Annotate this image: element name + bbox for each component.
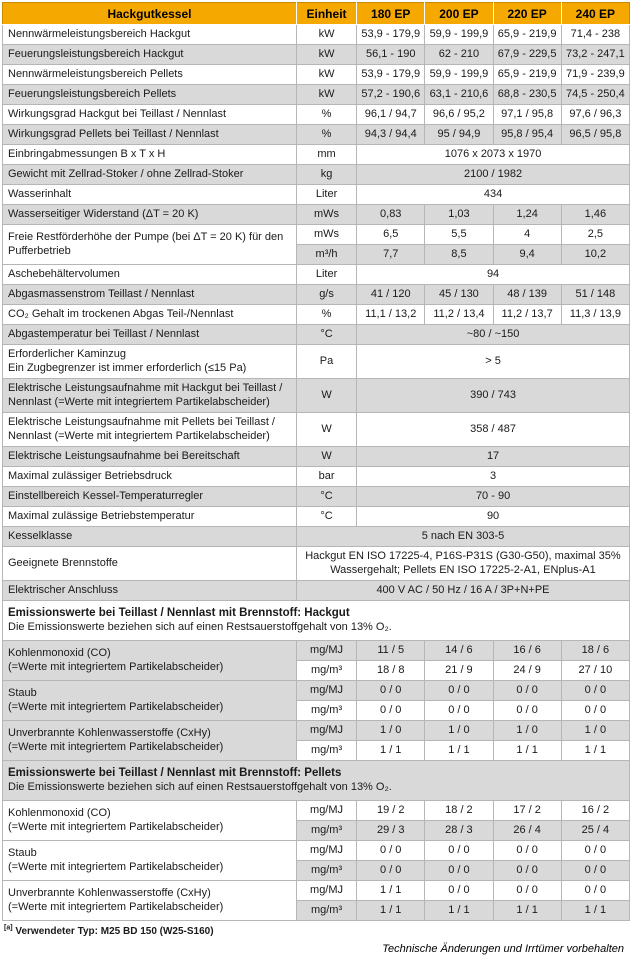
row-label xyxy=(3,105,297,125)
row-value: 1,46 xyxy=(561,205,629,225)
section-header-cell xyxy=(3,761,630,801)
row-label xyxy=(3,467,297,487)
spec-table xyxy=(2,2,630,921)
row-value: 67,9 - 229,5 xyxy=(493,45,561,65)
row-value-text: Hackgut EN ISO 17225-4, P16S-P31S (G30-G50), maximal 35% xyxy=(305,550,621,563)
row-value-merged xyxy=(357,467,630,487)
row-label xyxy=(3,681,297,721)
row-value: 10,2 xyxy=(561,245,629,265)
row-value-text: > 5 xyxy=(485,354,501,367)
row-value-merged xyxy=(357,487,630,507)
row-value: 1 / 1 xyxy=(493,741,561,761)
row-label-text: Freie Restförderhöhe der Pumpe (bei ΔT = 20 K) für den xyxy=(8,231,284,244)
row-unit: mWs xyxy=(296,225,356,245)
row-value-text: 17 xyxy=(486,449,500,462)
row-label xyxy=(3,547,297,581)
row-unit: mg/MJ xyxy=(296,681,356,701)
row-label-text: Wasserseitiger Widerstand (ΔT = 20 K) xyxy=(8,207,199,220)
row-value: 18 / 6 xyxy=(561,641,629,661)
row-value: 62 - 210 xyxy=(425,45,493,65)
table-row xyxy=(3,305,630,325)
row-value-text: 90 xyxy=(486,509,500,522)
row-value: 97,6 / 96,3 xyxy=(561,105,629,125)
row-value-text2: Wassergehalt; Pellets EN ISO 17225-2-A1, ENplus-A1 xyxy=(330,563,596,576)
table-row xyxy=(3,45,630,65)
row-unit: kW xyxy=(296,45,356,65)
row-value: 0 / 0 xyxy=(493,881,561,901)
row-value: 8,5 xyxy=(425,245,493,265)
row-value: 1 / 1 xyxy=(357,881,425,901)
table-row xyxy=(3,721,630,741)
row-label-text: Elektrische Leistungsaufnahme bei Bereitschaft xyxy=(8,449,240,462)
table-row xyxy=(3,285,630,305)
col-header-model-200ep: 200 EP xyxy=(425,3,493,25)
row-value: 17 / 2 xyxy=(493,801,561,821)
row-value-text: 358 / 487 xyxy=(470,422,516,435)
row-label xyxy=(3,379,297,413)
table-row xyxy=(3,105,630,125)
row-value: 1 / 1 xyxy=(493,901,561,921)
row-value: 53,9 - 179,9 xyxy=(357,25,425,45)
row-label xyxy=(3,507,297,527)
table-row xyxy=(3,447,630,467)
row-label-text2: Nennlast (=Werte mit integriertem Partikelabscheider) xyxy=(8,429,270,442)
row-value-merged xyxy=(296,527,629,547)
row-value: 29 / 3 xyxy=(357,821,425,841)
row-unit: mg/MJ xyxy=(296,721,356,741)
row-label-text: Wasserinhalt xyxy=(8,187,72,200)
table-row xyxy=(3,85,630,105)
row-value: 95 / 94,9 xyxy=(425,125,493,145)
table-row xyxy=(3,185,630,205)
footnote-text: Verwendeter Typ: M25 BD 150 (W25-S160) xyxy=(15,926,214,937)
row-label-text: Nennwärmeleistungsbereich Pellets xyxy=(8,67,183,80)
table-row xyxy=(3,25,630,45)
row-label-text: Wirkungsgrad Pellets bei Teillast / Nennlast xyxy=(8,127,219,140)
table-row xyxy=(3,125,630,145)
row-label-text2: (=Werte mit integriertem Partikelabscheider) xyxy=(8,660,224,673)
row-unit: m³/h xyxy=(296,245,356,265)
row-unit: Pa xyxy=(296,345,356,379)
row-value: 0 / 0 xyxy=(357,841,425,861)
row-value: 1 / 0 xyxy=(493,721,561,741)
row-unit: mg/m³ xyxy=(296,701,356,721)
row-unit: % xyxy=(296,125,356,145)
section-header-cell xyxy=(3,601,630,641)
row-value: 73,2 - 247,1 xyxy=(561,45,629,65)
row-label xyxy=(3,881,297,921)
row-value: 1 / 1 xyxy=(357,741,425,761)
row-label-text: Elektrische Leistungsaufnahme mit Hackgut bei Teillast / xyxy=(8,382,283,395)
row-label-text2: (=Werte mit integriertem Partikelabscheider) xyxy=(8,860,224,873)
row-label-text: Abgasmassenstrom Teillast / Nennlast xyxy=(8,287,195,300)
row-label xyxy=(3,447,297,467)
row-unit: mg/m³ xyxy=(296,661,356,681)
row-unit: mg/MJ xyxy=(296,881,356,901)
row-value: 24 / 9 xyxy=(493,661,561,681)
table-row xyxy=(3,65,630,85)
row-label-text: Kohlenmonoxid (CO) xyxy=(8,807,111,820)
row-value: 0 / 0 xyxy=(493,861,561,881)
section-subtitle: Die Emissionswerte beziehen sich auf einen Restsauerstoffgehalt von 13% O₂. xyxy=(8,781,392,794)
row-value: 11,3 / 13,9 xyxy=(561,305,629,325)
row-value: 28 / 3 xyxy=(425,821,493,841)
row-value: 4 xyxy=(493,225,561,245)
row-label-text: Elektrischer Anschluss xyxy=(8,583,119,596)
table-row xyxy=(3,379,630,413)
table-row xyxy=(3,801,630,821)
row-value: 95,8 / 95,4 xyxy=(493,125,561,145)
row-value: 68,8 - 230,5 xyxy=(493,85,561,105)
row-label-text: Einbringabmessungen B x T x H xyxy=(8,147,166,160)
row-value-text: 390 / 743 xyxy=(470,388,516,401)
row-label xyxy=(3,25,297,45)
row-label xyxy=(3,205,297,225)
row-value: 56,1 - 190 xyxy=(357,45,425,65)
row-value: 14 / 6 xyxy=(425,641,493,661)
col-header-product: Hackgutkessel xyxy=(3,3,297,25)
row-value: 2,5 xyxy=(561,225,629,245)
table-row xyxy=(3,527,630,547)
row-value: 0 / 0 xyxy=(425,701,493,721)
row-value-merged xyxy=(357,413,630,447)
table-row xyxy=(3,413,630,447)
row-label-text: Elektrische Leistungsaufnahme mit Pellets bei Teillast / xyxy=(8,416,275,429)
row-value: 48 / 139 xyxy=(493,285,561,305)
col-header-model-240ep: 240 EP xyxy=(561,3,629,25)
row-value-text: 434 xyxy=(483,187,503,200)
row-unit: kW xyxy=(296,65,356,85)
table-row xyxy=(3,205,630,225)
table-row xyxy=(3,881,630,901)
row-value: 0 / 0 xyxy=(561,701,629,721)
row-value-merged xyxy=(357,265,630,285)
section-title: Emissionswerte bei Teillast / Nennlast mit Brennstoff: Pellets xyxy=(8,766,342,779)
header-row xyxy=(3,3,630,25)
row-label-text: Wirkungsgrad Hackgut bei Teillast / Nennlast xyxy=(8,107,227,120)
section-header-row xyxy=(3,761,630,801)
row-label-text2: (=Werte mit integriertem Partikelabscheider) xyxy=(8,820,224,833)
row-unit: % xyxy=(296,105,356,125)
row-value: 63,1 - 210,6 xyxy=(425,85,493,105)
table-row xyxy=(3,345,630,379)
row-label xyxy=(3,801,297,841)
row-unit: mg/m³ xyxy=(296,861,356,881)
table-row xyxy=(3,547,630,581)
row-value: 19 / 2 xyxy=(357,801,425,821)
row-value: 65,9 - 219,9 xyxy=(493,65,561,85)
row-value: 26 / 4 xyxy=(493,821,561,841)
row-value: 6,5 xyxy=(357,225,425,245)
col-header-model-180ep: 180 EP xyxy=(357,3,425,25)
row-value: 1 / 1 xyxy=(357,901,425,921)
row-value-text: ~80 / ~150 xyxy=(466,327,520,340)
row-unit: Liter xyxy=(296,265,356,285)
row-value-merged xyxy=(296,581,629,601)
row-label-text2: Nennlast (=Werte mit integriertem Partikelabscheider) xyxy=(8,395,270,408)
row-label xyxy=(3,285,297,305)
row-label xyxy=(3,325,297,345)
row-label-text2: (=Werte mit integriertem Partikelabscheider) xyxy=(8,700,224,713)
row-label xyxy=(3,185,297,205)
row-value: 11,2 / 13,7 xyxy=(493,305,561,325)
row-label xyxy=(3,165,297,185)
row-value: 1 / 1 xyxy=(561,741,629,761)
row-value: 0 / 0 xyxy=(493,841,561,861)
row-unit: Liter xyxy=(296,185,356,205)
row-value: 71,9 - 239,9 xyxy=(561,65,629,85)
row-label xyxy=(3,85,297,105)
table-row xyxy=(3,145,630,165)
row-value-merged xyxy=(296,547,629,581)
row-value: 59,9 - 199,9 xyxy=(425,65,493,85)
row-value: 96,5 / 95,8 xyxy=(561,125,629,145)
row-label-text: Maximal zulässiger Betriebsdruck xyxy=(8,469,172,482)
row-unit: g/s xyxy=(296,285,356,305)
row-value: 96,1 / 94,7 xyxy=(357,105,425,125)
row-label xyxy=(3,305,297,325)
row-value: 41 / 120 xyxy=(357,285,425,305)
row-value: 53,9 - 179,9 xyxy=(357,65,425,85)
row-label-text: Geeignete Brennstoffe xyxy=(8,556,118,569)
row-label xyxy=(3,841,297,881)
row-value: 1,24 xyxy=(493,205,561,225)
row-value: 27 / 10 xyxy=(561,661,629,681)
row-unit: mWs xyxy=(296,205,356,225)
row-label xyxy=(3,225,297,265)
row-label-text: Unverbrannte Kohlenwasserstoffe (CxHy) xyxy=(8,727,211,740)
row-value: 0 / 0 xyxy=(493,701,561,721)
row-value: 57,2 - 190,6 xyxy=(357,85,425,105)
row-label xyxy=(3,413,297,447)
row-value-merged xyxy=(357,447,630,467)
row-value-text: 1076 x 2073 x 1970 xyxy=(444,147,542,160)
table-row xyxy=(3,681,630,701)
row-label-text: Maximal zulässige Betriebstemperatur xyxy=(8,509,195,522)
row-value: 25 / 4 xyxy=(561,821,629,841)
row-value: 0 / 0 xyxy=(561,881,629,901)
row-value-text: 70 - 90 xyxy=(475,489,511,502)
row-unit: bar xyxy=(296,467,356,487)
row-unit: kW xyxy=(296,25,356,45)
row-unit: kW xyxy=(296,85,356,105)
row-label xyxy=(3,721,297,761)
row-label-text2: Pufferbetrieb xyxy=(8,244,71,257)
table-row xyxy=(3,467,630,487)
row-value-merged xyxy=(357,379,630,413)
row-value: 74,5 - 250,4 xyxy=(561,85,629,105)
row-value: 94,3 / 94,4 xyxy=(357,125,425,145)
row-value: 97,1 / 95,8 xyxy=(493,105,561,125)
row-value: 45 / 130 xyxy=(425,285,493,305)
row-value: 51 / 148 xyxy=(561,285,629,305)
row-label-text: Kohlenmonoxid (CO) xyxy=(8,647,111,660)
row-label-text: Unverbrannte Kohlenwasserstoffe (CxHy) xyxy=(8,887,211,900)
row-unit: °C xyxy=(296,487,356,507)
row-value: 65,9 - 219,9 xyxy=(493,25,561,45)
table-row xyxy=(3,487,630,507)
row-label-text: Kesselklasse xyxy=(8,529,73,542)
row-label-text: Feuerungsleistungsbereich Pellets xyxy=(8,87,177,100)
row-value-merged xyxy=(357,145,630,165)
row-value-text: 5 nach EN 303-5 xyxy=(421,529,505,542)
row-value: 0 / 0 xyxy=(425,841,493,861)
row-value: 0 / 0 xyxy=(357,861,425,881)
row-value: 21 / 9 xyxy=(425,661,493,681)
row-value: 16 / 2 xyxy=(561,801,629,821)
row-value-merged xyxy=(357,165,630,185)
row-unit: °C xyxy=(296,325,356,345)
row-label-text: Feuerungsleistungsbereich Hackgut xyxy=(8,47,184,60)
row-unit: W xyxy=(296,413,356,447)
row-value: 1 / 1 xyxy=(425,901,493,921)
row-value-text: 94 xyxy=(486,267,500,280)
row-label xyxy=(3,641,297,681)
row-unit: mg/MJ xyxy=(296,801,356,821)
section-header-row xyxy=(3,601,630,641)
row-value-text: 2100 / 1982 xyxy=(464,167,523,180)
row-label xyxy=(3,145,297,165)
row-unit: mm xyxy=(296,145,356,165)
footnote-marker: [a] xyxy=(4,924,13,932)
row-label-text: Einstellbereich Kessel-Temperaturregler xyxy=(8,489,204,502)
row-value: 1 / 0 xyxy=(425,721,493,741)
table-row xyxy=(3,165,630,185)
row-value: 7,7 xyxy=(357,245,425,265)
row-value-text: 3 xyxy=(490,469,497,482)
row-label-text2: (=Werte mit integriertem Partikelabscheider) xyxy=(8,900,224,913)
row-label-text: Abgastemperatur bei Teillast / Nennlast xyxy=(8,327,200,340)
table-row xyxy=(3,507,630,527)
row-label xyxy=(3,345,297,379)
row-value: 0 / 0 xyxy=(425,861,493,881)
row-value-merged xyxy=(357,345,630,379)
row-label-text2: (=Werte mit integriertem Partikelabscheider) xyxy=(8,740,224,753)
row-value: 18 / 2 xyxy=(425,801,493,821)
row-value: 18 / 8 xyxy=(357,661,425,681)
row-unit: mg/m³ xyxy=(296,901,356,921)
row-value: 11,1 / 13,2 xyxy=(357,305,425,325)
row-value: 16 / 6 xyxy=(493,641,561,661)
row-value-merged xyxy=(357,185,630,205)
table-row xyxy=(3,325,630,345)
row-unit: kg xyxy=(296,165,356,185)
row-label-text: Erforderlicher Kaminzug xyxy=(8,348,126,361)
row-unit: mg/m³ xyxy=(296,741,356,761)
row-value-merged xyxy=(357,325,630,345)
disclaimer-text: Technische Änderungen und Irrtümer vorbehalten xyxy=(382,943,624,955)
row-value-merged xyxy=(357,507,630,527)
row-unit: °C xyxy=(296,507,356,527)
row-value: 9,4 xyxy=(493,245,561,265)
row-label-text: Staub xyxy=(8,847,37,860)
row-value: 1,03 xyxy=(425,205,493,225)
footnote xyxy=(2,921,630,939)
row-value: 0 / 0 xyxy=(561,681,629,701)
row-value: 11 / 5 xyxy=(357,641,425,661)
row-value: 1 / 0 xyxy=(561,721,629,741)
row-value: 59,9 - 199,9 xyxy=(425,25,493,45)
row-value-text: 400 V AC / 50 Hz / 16 A / 3P+N+PE xyxy=(376,583,550,596)
row-value: 0 / 0 xyxy=(425,881,493,901)
table-row xyxy=(3,225,630,245)
row-value: 0 / 0 xyxy=(357,701,425,721)
row-unit: mg/MJ xyxy=(296,641,356,661)
row-label xyxy=(3,527,297,547)
row-value: 0,83 xyxy=(357,205,425,225)
row-label xyxy=(3,45,297,65)
row-unit: % xyxy=(296,305,356,325)
row-label xyxy=(3,125,297,145)
row-value: 0 / 0 xyxy=(561,861,629,881)
row-value: 11,2 / 13,4 xyxy=(425,305,493,325)
row-label-text2: Ein Zugbegrenzer ist immer erforderlich (≤15 Pa) xyxy=(8,361,247,374)
row-label xyxy=(3,581,297,601)
row-label-text: Staub xyxy=(8,687,37,700)
table-row xyxy=(3,641,630,661)
row-unit: W xyxy=(296,379,356,413)
row-label-text: Aschebehältervolumen xyxy=(8,267,120,280)
section-subtitle: Die Emissionswerte beziehen sich auf einen Restsauerstoffgehalt von 13% O₂. xyxy=(8,621,392,634)
section-title: Emissionswerte bei Teillast / Nennlast mit Brennstoff: Hackgut xyxy=(8,606,350,619)
row-label-text: Gewicht mit Zellrad-Stoker / ohne Zellrad-Stoker xyxy=(8,167,244,180)
table-row xyxy=(3,265,630,285)
row-value: 96,6 / 95,2 xyxy=(425,105,493,125)
row-label xyxy=(3,65,297,85)
row-value: 0 / 0 xyxy=(561,841,629,861)
row-unit: mg/MJ xyxy=(296,841,356,861)
row-value: 1 / 0 xyxy=(357,721,425,741)
row-label xyxy=(3,265,297,285)
row-label-text: CO₂ Gehalt im trockenen Abgas Teil-/Nennlast xyxy=(8,307,234,320)
row-value: 1 / 1 xyxy=(561,901,629,921)
row-value: 0 / 0 xyxy=(425,681,493,701)
row-unit: W xyxy=(296,447,356,467)
spec-table-body xyxy=(3,25,630,921)
row-unit: mg/m³ xyxy=(296,821,356,841)
row-label-text: Nennwärmeleistungsbereich Hackgut xyxy=(8,27,191,40)
row-value: 0 / 0 xyxy=(357,681,425,701)
row-value: 71,4 - 238 xyxy=(561,25,629,45)
col-header-unit: Einheit xyxy=(296,3,356,25)
table-row xyxy=(3,581,630,601)
row-value: 5,5 xyxy=(425,225,493,245)
row-value: 1 / 1 xyxy=(425,741,493,761)
row-label xyxy=(3,487,297,507)
row-value: 0 / 0 xyxy=(493,681,561,701)
table-row xyxy=(3,841,630,861)
col-header-model-220ep: 220 EP xyxy=(493,3,561,25)
